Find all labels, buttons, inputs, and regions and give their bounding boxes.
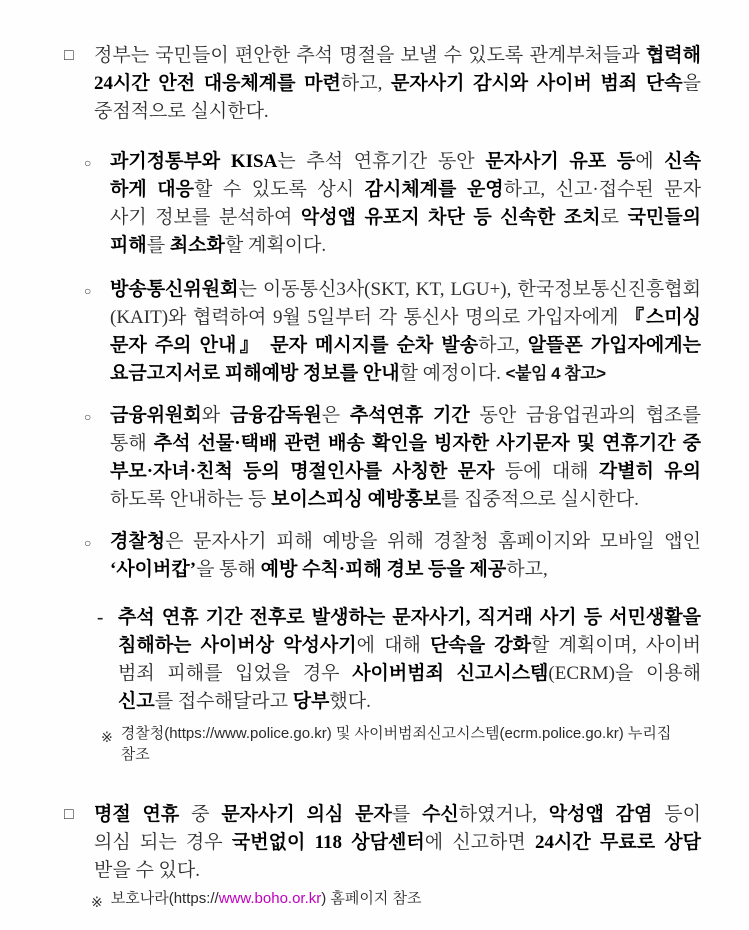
text-line xyxy=(110,176,701,204)
text-run: 할 계획이다. xyxy=(224,235,327,256)
text-run: 할 계획이며, 사이버 xyxy=(531,635,701,656)
text-run: 범죄 피해를 입었을 경우 xyxy=(118,663,353,684)
circle-bullet-icon: ○ xyxy=(84,156,92,170)
text-run: 문자 주의 안내』 문자 메시지를 순차 발송 xyxy=(110,335,479,356)
text-run: 『스미싱 xyxy=(625,307,702,328)
text-line xyxy=(110,360,701,388)
reference-mark-icon: ※ xyxy=(101,729,113,745)
paragraph-content xyxy=(118,604,701,716)
text-run: 중점적으로 실시한다. xyxy=(94,101,269,122)
text-run: (ECRM)을 이용해 xyxy=(548,663,702,684)
text-run: 에 신고하면 xyxy=(424,832,536,853)
text-run: 악성앱 감염 xyxy=(548,804,653,825)
text-run: 단속을 강화 xyxy=(430,635,532,656)
text-run: (KAIT)와 협력하여 9월 5일부터 각 통신사 명의로 가입자에게 xyxy=(110,307,626,328)
text-run: 동안 금융업권과의 협조를 xyxy=(469,405,701,426)
text-run: 하고, xyxy=(478,335,528,356)
text-run: 하고, 신고·접수된 문자 xyxy=(503,179,702,200)
text-run: 를 접수해달라고 xyxy=(154,691,293,712)
text-run: 사이버범죄 신고시스템 xyxy=(352,663,549,684)
text-run: 중 xyxy=(179,804,222,825)
text-run: 을 통해 xyxy=(196,559,261,580)
text-run: 하고, xyxy=(506,559,548,580)
text-run: 예방 수칙·피해 경보 등을 제공 xyxy=(260,559,507,580)
paragraph xyxy=(0,276,701,388)
text-run: 할 수 있도록 상시 xyxy=(193,179,365,200)
text-run: 할 예정이다. xyxy=(399,363,506,384)
text-line xyxy=(110,402,701,430)
text-run: ) 홈페이지 참조 xyxy=(321,890,422,907)
paragraph xyxy=(0,801,701,885)
text-run: 하였거나, xyxy=(458,804,549,825)
text-run: 금융감독원 xyxy=(229,405,322,426)
text-line xyxy=(110,276,701,304)
text-run: 요금고지서로 피해예방 정보를 안내 xyxy=(110,363,400,384)
text-run: 방송통신위원회 xyxy=(110,279,239,300)
document-body xyxy=(0,42,701,916)
text-run: <붙임 4 참고> xyxy=(505,364,606,383)
text-line xyxy=(110,556,701,584)
text-run: 신속 xyxy=(664,151,701,172)
text-run: 경찰청 xyxy=(110,531,166,552)
reference-mark-icon: ※ xyxy=(91,894,103,910)
paragraph xyxy=(0,528,701,584)
text-run: 에 xyxy=(635,151,665,172)
footnote xyxy=(0,888,701,916)
text-line xyxy=(94,70,701,98)
text-line xyxy=(118,632,701,660)
text-run: 국번없이 118 상담센터 xyxy=(231,832,425,853)
paragraph-content xyxy=(111,888,701,909)
square-bullet-icon: □ xyxy=(64,47,74,64)
text-run: 당부 xyxy=(292,691,330,712)
text-run: 에 대해 xyxy=(356,635,431,656)
text-line xyxy=(94,857,701,885)
text-run: 사기 정보를 분석하여 xyxy=(110,207,301,228)
text-run: 문자사기 의심 문자 xyxy=(221,804,392,825)
text-run: 는 추석 연휴기간 동안 xyxy=(277,151,486,172)
text-run: 수신 xyxy=(422,804,459,825)
paragraph-content xyxy=(110,402,701,514)
paragraph-content xyxy=(110,528,701,584)
circle-bullet-icon: ○ xyxy=(84,536,92,550)
text-run: 악성앱 유포지 차단 등 신속한 조치 xyxy=(300,207,601,228)
circle-bullet-icon: ○ xyxy=(84,284,92,298)
text-run: 경찰청(https://www.police.go.kr) 및 사이버범죄신고시스템(ecrm.police.go.kr) 누리집 참조 xyxy=(120,725,672,763)
text-line xyxy=(110,148,701,176)
text-run: 금융위원회 xyxy=(110,405,202,426)
text-run: 의심 되는 경우 xyxy=(94,832,232,853)
paragraph-content xyxy=(110,276,701,388)
text-run: 은 문자사기 피해 예방을 위해 경찰청 홈페이지와 모바일 앱인 xyxy=(165,531,701,552)
text-line xyxy=(110,430,701,458)
circle-bullet-icon: ○ xyxy=(84,410,92,424)
text-run: 했다. xyxy=(329,691,371,712)
text-line xyxy=(110,204,701,232)
text-line xyxy=(110,486,701,514)
text-run: 은 xyxy=(321,405,350,426)
text-run: 문자사기 유포 등 xyxy=(485,151,636,172)
text-run: 보호나라(https:// xyxy=(110,890,219,907)
text-run: 통해 xyxy=(110,433,154,454)
text-run: 신고 xyxy=(118,691,155,712)
text-run: 각별히 유의 xyxy=(598,461,701,482)
text-line xyxy=(118,688,701,716)
text-run: 추석연휴 기간 xyxy=(349,405,470,426)
paragraph-content xyxy=(121,723,701,765)
paragraph xyxy=(0,402,701,514)
text-run: ‘사이버캅’ xyxy=(110,559,197,580)
text-line xyxy=(110,528,701,556)
text-run: 하게 대응 xyxy=(110,179,194,200)
url-text: www.boho.or.kr xyxy=(218,890,322,907)
paragraph xyxy=(0,148,701,260)
text-run: 정부는 국민들이 편안한 추석 명절을 보낼 수 있도록 관계부처들과 xyxy=(94,45,646,66)
text-run: 로 xyxy=(600,207,628,228)
text-run: 24시간 무료로 상담 xyxy=(535,832,702,853)
text-run: 를 집중적으로 실시한다. xyxy=(441,489,639,510)
text-line xyxy=(110,304,701,332)
text-run: 최소화 xyxy=(169,235,225,256)
text-line xyxy=(121,723,701,765)
text-run: 보이스피싱 예방홍보 xyxy=(271,489,442,510)
text-run: 24시간 안전 대응체계를 마련 xyxy=(94,73,341,94)
text-line xyxy=(118,660,701,688)
text-run: 등에 대해 xyxy=(494,461,599,482)
text-run: 등이 xyxy=(652,804,701,825)
paragraph xyxy=(0,42,701,126)
text-run: 을 xyxy=(682,73,701,94)
text-run: 하도록 안내하는 등 xyxy=(110,489,272,510)
paragraph-content xyxy=(94,42,701,126)
text-run: 협력해 xyxy=(645,45,701,66)
text-run: 명절 연휴 xyxy=(94,804,180,825)
text-run: 침해하는 사이버상 악성사기 xyxy=(118,635,357,656)
text-run: 추석 연휴 기간 전후로 발생하는 문자사기, 직거래 사기 등 서민생활을 xyxy=(118,607,701,628)
text-run: 를 xyxy=(391,804,423,825)
text-line xyxy=(94,98,701,126)
paragraph-content xyxy=(110,148,701,260)
paragraph xyxy=(0,604,701,716)
text-line xyxy=(111,888,701,909)
text-run: 하고, xyxy=(340,73,392,94)
square-bullet-icon: □ xyxy=(64,806,74,823)
footnote xyxy=(0,723,701,765)
text-run: 추석 선물·택배 관련 배송 확인을 빙자한 사기문자 및 연휴기간 중 xyxy=(153,433,701,454)
paragraph-content xyxy=(94,801,701,885)
text-line xyxy=(94,829,701,857)
text-run: 알뜰폰 가입자에게는 xyxy=(527,335,701,356)
text-line xyxy=(110,232,701,260)
text-line xyxy=(110,332,701,360)
text-run: 부모·자녀·친척 등의 명절인사를 사칭한 문자 xyxy=(110,461,495,482)
text-run: 와 xyxy=(201,405,230,426)
text-run: 과기정통부와 KISA xyxy=(110,151,278,172)
text-run: 를 xyxy=(146,235,170,256)
text-run: 받을 수 있다. xyxy=(94,860,201,881)
text-line xyxy=(94,42,701,70)
text-run: 감시체계를 운영 xyxy=(364,179,504,200)
dash-bullet-icon: - xyxy=(97,607,104,628)
text-run: 는 이동통신3사(SKT, KT, LGU+), 한국정보통신진흥협회 xyxy=(238,279,701,300)
text-run: 국민들의 xyxy=(627,207,701,228)
text-line xyxy=(118,604,701,632)
text-line xyxy=(94,801,701,829)
text-run: 문자사기 감시와 사이버 범죄 단속 xyxy=(391,73,683,94)
text-run: 피해 xyxy=(110,235,147,256)
text-line xyxy=(110,458,701,486)
